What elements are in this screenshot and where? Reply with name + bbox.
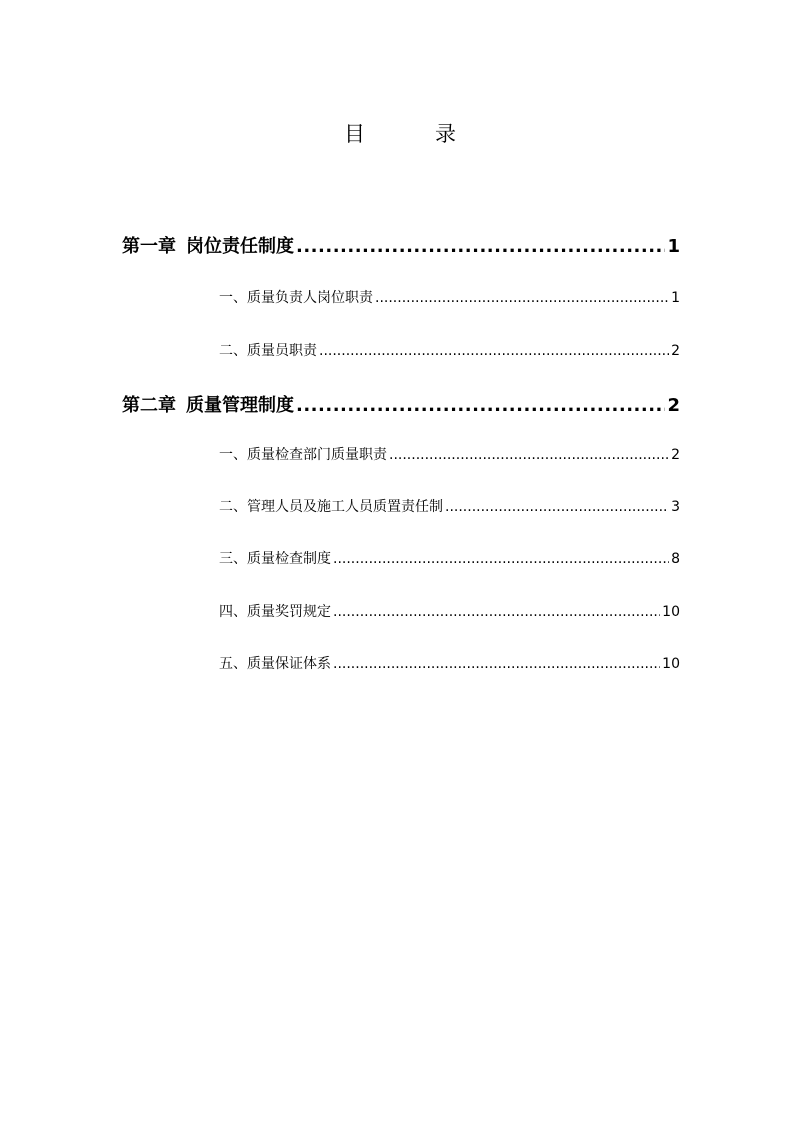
toc-entry-label — [219, 444, 387, 464]
toc-entry-number: 第二章 — [122, 395, 176, 416]
toc-dot-leader — [333, 551, 669, 567]
toc-dot-leader — [333, 604, 660, 620]
toc-entry-page: 2 — [671, 343, 680, 359]
toc-entry-number: 一、 — [219, 447, 247, 463]
toc-entry-title: 质量保证体系 — [247, 656, 331, 672]
toc-entry-number: 三、 — [219, 551, 247, 567]
toc-entry-title: 质量检查制度 — [247, 551, 331, 567]
toc-entry-label — [219, 496, 443, 516]
toc-entry-page: 2 — [671, 447, 680, 463]
toc-heading-char-1: 目 — [344, 122, 365, 146]
toc-dot-leader — [445, 499, 669, 515]
toc-entry-section-2-1[interactable] — [219, 444, 680, 464]
toc-entry-label — [219, 653, 331, 673]
toc-entry-title: 管理人员及施工人员质置责任制 — [247, 499, 443, 515]
toc-heading-char-2: 录 — [435, 122, 456, 146]
toc-entry-number: 五、 — [219, 656, 247, 672]
toc-dot-leader — [296, 236, 665, 257]
toc-entry-title: 质量奖罚规定 — [247, 604, 331, 620]
toc-dot-leader — [375, 290, 669, 306]
toc-entry-section-2-3[interactable] — [219, 548, 680, 568]
toc-entry-section-1-1[interactable] — [219, 287, 680, 307]
toc-entry-chapter-1[interactable] — [122, 232, 680, 258]
toc-entry-section-2-2[interactable] — [219, 496, 680, 516]
toc-entry-page: 1 — [667, 236, 680, 257]
toc-entry-label — [122, 232, 294, 258]
toc-entry-page: 8 — [671, 551, 680, 567]
toc-entry-number: 二、 — [219, 499, 247, 515]
toc-dot-leader — [333, 656, 660, 672]
toc-entry-section-2-5[interactable] — [219, 653, 680, 673]
toc-entry-page: 2 — [667, 395, 680, 416]
toc-entry-section-2-4[interactable] — [219, 601, 680, 621]
toc-dot-leader — [319, 343, 669, 359]
toc-entry-label — [219, 340, 317, 360]
toc-entry-title: 质量负责人岗位职责 — [247, 290, 373, 306]
toc-entry-page: 1 — [671, 290, 680, 306]
toc-entry-page: 3 — [671, 499, 680, 515]
toc-entry-page: 10 — [662, 656, 680, 672]
toc-entry-number: 二、 — [219, 343, 247, 359]
toc-entry-number: 四、 — [219, 604, 247, 620]
toc-entry-chapter-2[interactable] — [122, 391, 680, 417]
toc-entry-label — [219, 548, 331, 568]
toc-entry-number: 第一章 — [122, 236, 176, 257]
toc-entry-label — [219, 287, 373, 307]
toc-entry-section-1-2[interactable] — [219, 340, 680, 360]
toc-entry-title: 质量检查部门质量职责 — [247, 447, 387, 463]
toc-dot-leader — [296, 395, 665, 416]
toc-entry-number: 一、 — [219, 290, 247, 306]
toc-entry-title: 岗位责任制度 — [186, 236, 294, 257]
toc-entry-page: 10 — [662, 604, 680, 620]
toc-entry-title: 质量员职责 — [247, 343, 317, 359]
toc-entry-title: 质量管理制度 — [186, 395, 294, 416]
toc-entry-label — [122, 391, 294, 417]
toc-entry-label — [219, 601, 331, 621]
toc-dot-leader — [389, 447, 669, 463]
